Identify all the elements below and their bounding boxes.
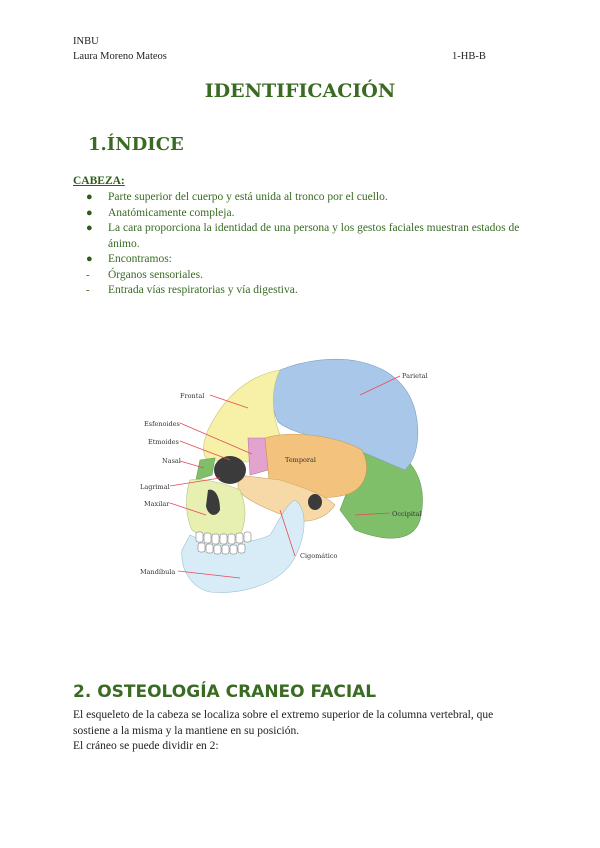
label-mandibula: Mandíbula <box>140 568 176 576</box>
nasal-bone <box>196 458 215 480</box>
bullet-marker: ● <box>86 191 93 203</box>
skull-diagram <box>130 350 460 605</box>
header-org: INBU <box>73 36 99 47</box>
list-item <box>86 268 546 284</box>
label-etmoides: Etmoides <box>148 438 179 446</box>
list-item-text: Órganos sensoriales. <box>108 268 203 281</box>
bullet-marker: ● <box>86 206 93 219</box>
page-title: IDENTIFICACIÓN <box>204 80 396 102</box>
list-item-text: Encontramos: <box>108 253 172 265</box>
label-nasal: Nasal <box>162 457 181 465</box>
list-item <box>86 206 546 222</box>
label-esfenoides: Esfenoides <box>144 420 180 428</box>
paragraph: El esqueleto de la cabeza se localiza sobre el extremo superior de la columna vertebral, que sostiene a la misma y la mantiene en su posición. <box>73 709 494 737</box>
esfenoides-bone <box>248 438 268 475</box>
label-maxilar: Maxilar <box>144 500 170 508</box>
section-2-body <box>73 708 528 755</box>
label-occipital: Occipital <box>392 510 422 518</box>
section-1-heading: 1.ÍNDICE <box>88 134 184 155</box>
list-item-text: La cara proporciona la identidad de una persona y los gestos faciales muestran estados de ánimo. <box>108 222 520 250</box>
section-1-subheading: CABEZA: <box>73 175 125 187</box>
dash-marker: - <box>86 268 90 281</box>
label-lagrimal: Lagrimal <box>140 483 170 491</box>
bullet-marker: ● <box>86 253 93 265</box>
label-cigomatico: Cigomático <box>300 552 338 560</box>
label-parietal: Parietal <box>402 372 428 380</box>
header-group: 1-HB-B <box>452 51 486 62</box>
section-2-heading: 2. OSTEOLOGÍA CRANEO FACIAL <box>73 682 377 702</box>
label-temporal: Temporal <box>285 456 316 464</box>
list-item <box>86 221 546 252</box>
ear-opening <box>308 494 322 510</box>
dash-marker: - <box>86 284 90 296</box>
orbit <box>214 456 246 484</box>
list-item-text: Anatómicamente compleja. <box>108 206 235 219</box>
bullet-marker: ● <box>86 222 93 234</box>
list-item <box>86 283 546 299</box>
list-item-text: Entrada vías respiratorias y vía digestiva. <box>108 284 298 296</box>
label-frontal: Frontal <box>180 392 205 400</box>
list-item-text: Parte superior del cuerpo y está unida al tronco por el cuello. <box>108 191 388 203</box>
paragraph: El cráneo se puede dividir en 2: <box>73 740 219 752</box>
list-item <box>86 252 546 268</box>
bullet-list <box>86 190 546 299</box>
list-item <box>86 190 546 206</box>
header-author: Laura Moreno Mateos <box>73 51 167 62</box>
